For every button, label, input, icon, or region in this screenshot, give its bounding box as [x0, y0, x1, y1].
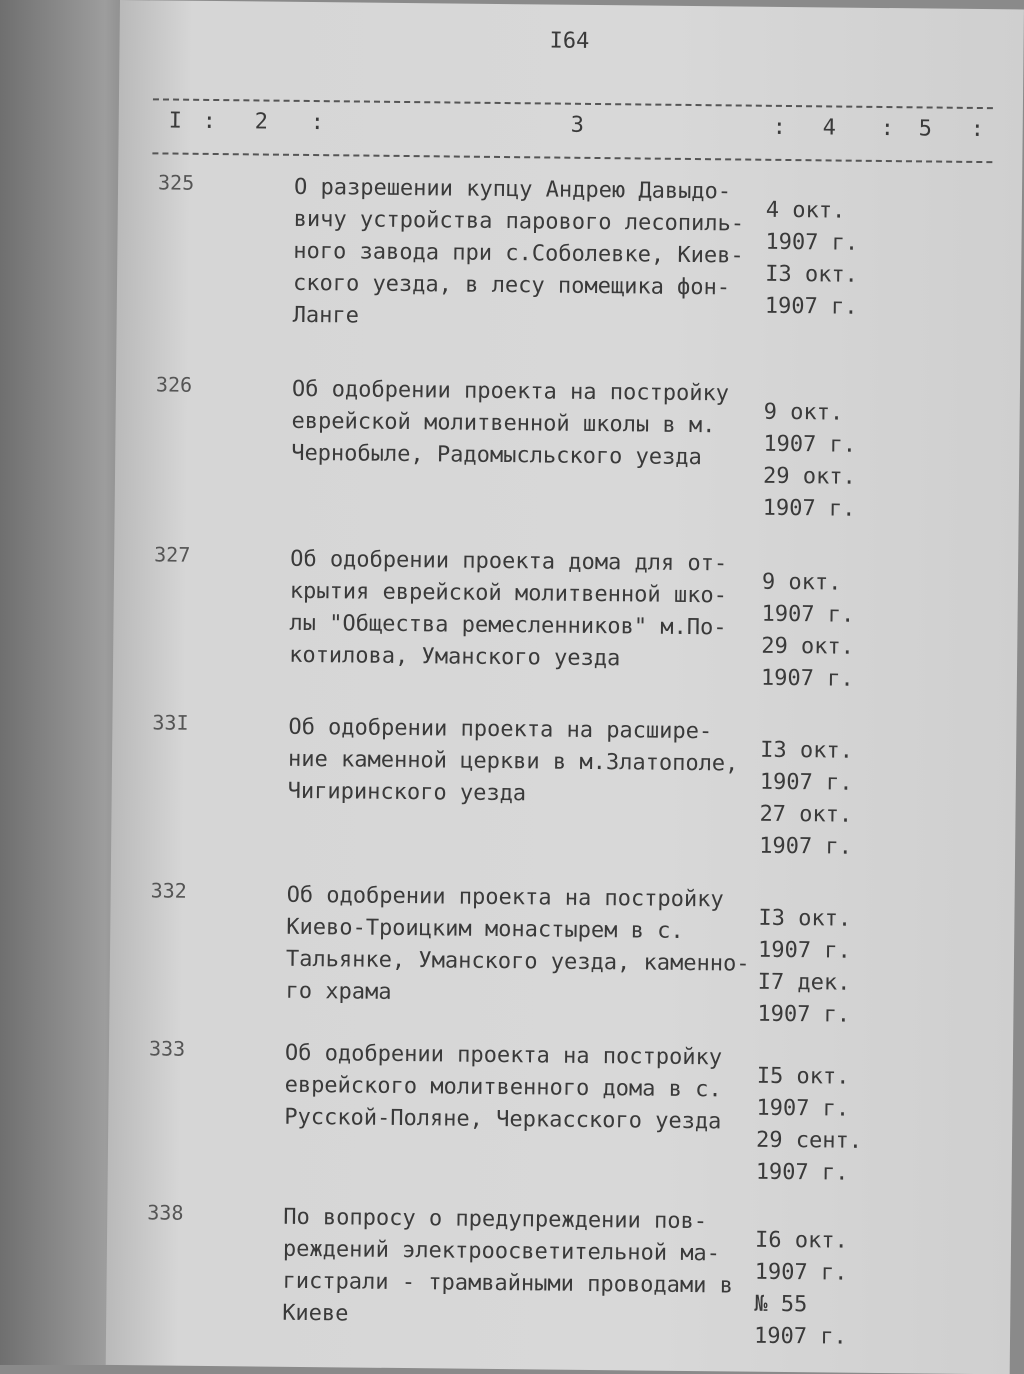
- date-line: 1907 г.: [753, 1323, 847, 1350]
- text-line: еврейской молитвенной школы в м.: [291, 408, 716, 439]
- text-line: Об одобрении проекта на постройку: [284, 1040, 723, 1071]
- entry-number: 325: [157, 170, 195, 195]
- column-separator: :: [310, 110, 325, 136]
- date-line: I6 окт.: [754, 1227, 848, 1254]
- column-separator: :: [202, 108, 217, 135]
- date-line: 29 окт.: [762, 463, 856, 490]
- column-separator: :: [880, 115, 895, 142]
- header-rule-top: [153, 98, 993, 109]
- column-header-5: 5: [918, 116, 933, 142]
- date-line: 27 окт.: [759, 801, 853, 828]
- entry-number: 326: [155, 372, 193, 397]
- date-line: 1907 г.: [754, 1259, 848, 1286]
- column-separator: :: [772, 114, 787, 140]
- text-line: еврейского молитвенного дома в с.: [284, 1072, 722, 1103]
- date-line: 1907 г.: [759, 769, 853, 796]
- date-line: I7 дек.: [757, 969, 851, 996]
- date-line: 9 окт.: [763, 399, 844, 426]
- date-line: 1907 г.: [763, 431, 857, 458]
- date-line: 1907 г.: [762, 495, 856, 522]
- date-line: 29 окт.: [761, 633, 855, 660]
- text-line: ного завода при с.Соболевке, Киев-: [293, 238, 744, 269]
- date-line: № 55: [754, 1291, 808, 1318]
- date-line: I3 окт.: [765, 261, 859, 288]
- entry-325: [118, 170, 1022, 329]
- entry-dates: [757, 903, 868, 1032]
- entry-description: [293, 172, 755, 337]
- date-line: I5 окт.: [756, 1063, 850, 1090]
- entry-dates: [765, 195, 876, 324]
- column-header-3: 3: [570, 112, 585, 138]
- column-header-2: 2: [254, 109, 269, 135]
- entry-dates: [763, 397, 874, 526]
- text-line: О разрешении купцу Андрею Давыдо-: [293, 174, 732, 205]
- text-line: По вопросу о предупреждении пов-: [283, 1204, 708, 1235]
- date-line: I3 окт.: [760, 737, 854, 764]
- date-line: 1907 г.: [764, 293, 858, 320]
- entry-description: [285, 880, 750, 1013]
- text-line: Об одобрении проекта дома для от-: [290, 546, 728, 577]
- entry-description: [282, 1202, 743, 1335]
- text-line: Киево-Троицким монастырем в с.: [286, 914, 684, 944]
- text-line: го храма: [285, 978, 392, 1005]
- date-line: 1907 г.: [755, 1159, 849, 1186]
- page-number: I64: [549, 28, 590, 54]
- date-line: 4 окт.: [765, 197, 846, 224]
- entry-description: [284, 1038, 745, 1139]
- text-line: котилова, Уманского уезда: [289, 642, 621, 672]
- text-line: крытия еврейской молитвенной шко-: [289, 578, 728, 609]
- date-line: 9 окт.: [761, 569, 842, 596]
- document-page: [106, 0, 1024, 1374]
- text-line: лы "Общества ремесленников" м.По-: [289, 610, 727, 641]
- text-line: реждений электроосветительной ма-: [282, 1236, 721, 1267]
- entry-number: 327: [154, 542, 191, 567]
- date-line: 1907 г.: [759, 833, 853, 860]
- text-line: гистрали - трамвайными проводами в: [282, 1268, 734, 1299]
- text-line: Об одобрении проекта на постройку: [291, 376, 730, 407]
- text-line: Об одобрении проекта на расшире-: [288, 714, 713, 745]
- text-line: ского уезда, в лесу помещика фон-: [292, 270, 731, 301]
- entry-338: [107, 1200, 1011, 1350]
- date-line: 1907 г.: [760, 665, 854, 692]
- entry-number: 333: [148, 1036, 186, 1061]
- entry-description: [291, 374, 752, 475]
- text-line: вичу устройства парового лесопиль-: [293, 206, 745, 237]
- entry-list: [118, 170, 1022, 1350]
- header-rule-bottom: [152, 152, 992, 163]
- date-line: 1907 г.: [757, 1001, 851, 1028]
- text-line: Об одобрении проекта на постройку: [286, 882, 724, 913]
- entry-327: [114, 542, 1018, 692]
- entry-333: [109, 1036, 1013, 1186]
- date-line: 1907 г.: [756, 1095, 850, 1122]
- entry-dates: [761, 567, 872, 696]
- date-line: 1907 г.: [761, 601, 855, 628]
- date-line: 29 сент.: [755, 1127, 863, 1154]
- text-line: Русской-Поляне, Черкасского уезда: [284, 1104, 722, 1135]
- text-line: ние каменной церкви в м.Златополе,: [287, 746, 739, 777]
- entry-number: 33I: [152, 710, 189, 735]
- entry-description: [288, 712, 749, 813]
- entry-332: [111, 878, 1015, 1028]
- column-separator: :: [970, 116, 985, 143]
- text-line: Чигиринского уезда: [287, 778, 527, 807]
- text-line: Ланге: [292, 302, 360, 329]
- column-header-1: I: [168, 108, 183, 134]
- entry-number: 332: [150, 878, 187, 903]
- column-header-4: 4: [822, 115, 837, 141]
- entry-326: [116, 372, 1020, 522]
- text-line: Чернобыле, Радомысльского уезда: [291, 440, 702, 471]
- entry-dates: [756, 1061, 867, 1190]
- entry-dates: [759, 735, 870, 864]
- text-line: Киеве: [282, 1300, 349, 1327]
- entry-331: [113, 710, 1017, 860]
- date-line: 1907 г.: [757, 937, 851, 964]
- entry-description: [289, 544, 750, 677]
- date-line: 1907 г.: [765, 229, 859, 256]
- entry-dates: [754, 1225, 865, 1354]
- text-line: Тальянке, Уманского уезда, каменно-: [285, 946, 750, 977]
- entry-number: 338: [147, 1200, 184, 1225]
- date-line: I3 окт.: [758, 905, 852, 932]
